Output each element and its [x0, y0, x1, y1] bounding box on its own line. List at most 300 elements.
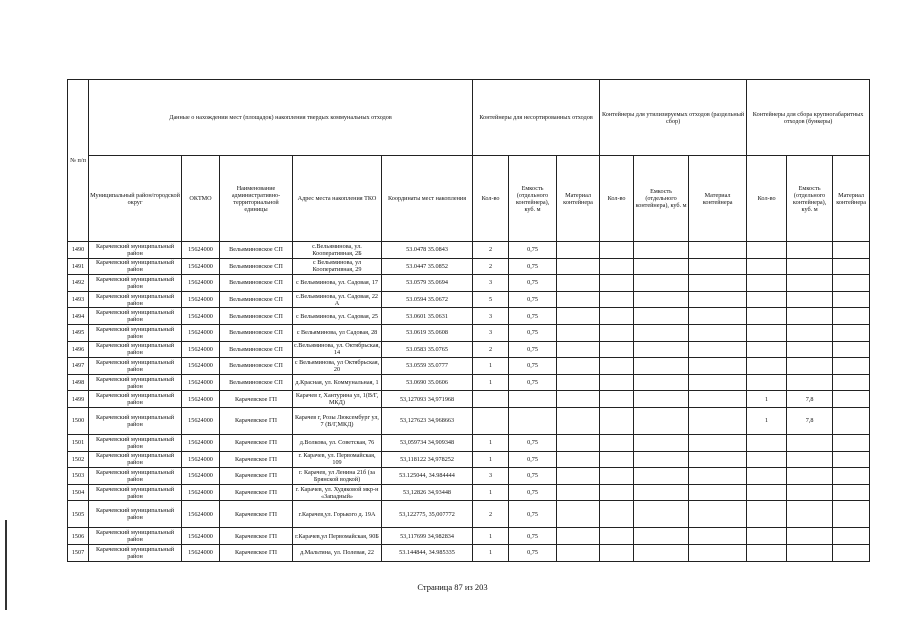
- coords-cell: 53.0594 35.0672: [382, 291, 473, 308]
- address-cell: д.Красная, ул. Коммунальная, 1: [293, 374, 382, 391]
- bulky-capacity-cell: [787, 242, 833, 259]
- table-body: [68, 242, 870, 562]
- bulky-material-cell: [833, 407, 870, 434]
- header-district: Муниципальный район/городской округ: [89, 156, 182, 242]
- settlement-cell: Вельяминовское СП: [220, 308, 293, 325]
- separate-material-cell: [689, 501, 747, 528]
- separate-capacity-cell: [634, 291, 689, 308]
- bulky-material-cell: [833, 451, 870, 468]
- header-bulky-material: Материал контейнера: [833, 156, 870, 242]
- unsorted-count-cell: 3: [473, 324, 509, 341]
- row-number-cell: 1492: [68, 275, 89, 292]
- header-address: Адрес места накопления ТКО: [293, 156, 382, 242]
- address-cell: с Вельяминова, ул. Садовая, 25: [293, 308, 382, 325]
- bulky-material-cell: [833, 391, 870, 408]
- table-row: [68, 242, 870, 259]
- oktmo-cell: 15624000: [182, 501, 220, 528]
- coords-cell: 53.0619 35.0608: [382, 324, 473, 341]
- table-row: [68, 501, 870, 528]
- bulky-capacity-cell: [787, 358, 833, 375]
- coords-cell: 53,127093 34,971968: [382, 391, 473, 408]
- unsorted-capacity-cell: [509, 407, 557, 434]
- bulky-count-cell: [747, 544, 787, 561]
- coords-cell: 53,12826 34,93448: [382, 484, 473, 501]
- header-group-unsorted: Контейнеры для несортированных отходов: [473, 80, 600, 156]
- unsorted-capacity-cell: 0,75: [509, 242, 557, 259]
- separate-capacity-cell: [634, 451, 689, 468]
- separate-count-cell: [600, 374, 634, 391]
- oktmo-cell: 15624000: [182, 275, 220, 292]
- bulky-material-cell: [833, 324, 870, 341]
- bulky-count-cell: [747, 275, 787, 292]
- separate-capacity-cell: [634, 242, 689, 259]
- row-number-cell: 1504: [68, 484, 89, 501]
- header-oktmo: ОКТМО: [182, 156, 220, 242]
- bulky-capacity-cell: [787, 324, 833, 341]
- coords-cell: 53.0601 35.0631: [382, 308, 473, 325]
- bulky-count-cell: 1: [747, 391, 787, 408]
- unsorted-material-cell: [557, 434, 600, 451]
- bulky-capacity-cell: 7,8: [787, 391, 833, 408]
- bulky-count-cell: [747, 484, 787, 501]
- row-number-cell: 1502: [68, 451, 89, 468]
- separate-material-cell: [689, 258, 747, 275]
- separate-material-cell: [689, 275, 747, 292]
- settlement-cell: Карачевское ГП: [220, 528, 293, 545]
- address-cell: с.Вельяминова, ул. Кооперативная, 2Б: [293, 242, 382, 259]
- unsorted-count-cell: 1: [473, 358, 509, 375]
- row-number-cell: 1501: [68, 434, 89, 451]
- separate-material-cell: [689, 451, 747, 468]
- coords-cell: 53.0447 35.0852: [382, 258, 473, 275]
- bulky-capacity-cell: [787, 434, 833, 451]
- unsorted-material-cell: [557, 544, 600, 561]
- separate-capacity-cell: [634, 275, 689, 292]
- address-cell: Карачев г, Хантурина ул, 1(В/Г, МКД): [293, 391, 382, 408]
- bulky-count-cell: [747, 528, 787, 545]
- oktmo-cell: 15624000: [182, 484, 220, 501]
- table-row: [68, 324, 870, 341]
- unsorted-material-cell: [557, 391, 600, 408]
- bulky-capacity-cell: [787, 258, 833, 275]
- bulky-material-cell: [833, 258, 870, 275]
- bulky-count-cell: [747, 324, 787, 341]
- bulky-capacity-cell: [787, 501, 833, 528]
- row-number-cell: 1498: [68, 374, 89, 391]
- coords-cell: 53.0583 35.0765: [382, 341, 473, 358]
- separate-count-cell: [600, 451, 634, 468]
- waste-sites-table: [67, 79, 870, 562]
- unsorted-material-cell: [557, 258, 600, 275]
- unsorted-capacity-cell: 0,75: [509, 374, 557, 391]
- district-cell: Карачевский муниципальный район: [89, 358, 182, 375]
- separate-material-cell: [689, 407, 747, 434]
- oktmo-cell: 15624000: [182, 308, 220, 325]
- oktmo-cell: 15624000: [182, 407, 220, 434]
- bulky-material-cell: [833, 528, 870, 545]
- settlement-cell: Вельяминовское СП: [220, 242, 293, 259]
- table-row: [68, 291, 870, 308]
- settlement-cell: Карачевское ГП: [220, 484, 293, 501]
- oktmo-cell: 15624000: [182, 258, 220, 275]
- unsorted-material-cell: [557, 451, 600, 468]
- district-cell: Карачевский муниципальный район: [89, 544, 182, 561]
- bulky-material-cell: [833, 501, 870, 528]
- separate-capacity-cell: [634, 391, 689, 408]
- header-group-location: Данные о нахождении мест (площадок) накопления твердых коммунальных отходов: [89, 80, 473, 156]
- settlement-cell: Вельяминовское СП: [220, 358, 293, 375]
- address-cell: с.Вельяминова, ул. Октябрьская, 14: [294, 342, 380, 357]
- header-group-bulky: Контейнеры для сбора крупногабаритных отходов (бункеры): [747, 80, 870, 156]
- bulky-capacity-cell: [787, 341, 833, 358]
- unsorted-material-cell: [557, 341, 600, 358]
- unsorted-count-cell: 2: [473, 242, 509, 259]
- coords-cell: 53,127623 34,968663: [382, 407, 473, 434]
- coords-cell: 53,122775, 35,007772: [382, 501, 473, 528]
- coords-cell: 53,117699 34,982834: [382, 528, 473, 545]
- address-cell: с Вельяминова, ул Кооперативная, 29: [293, 258, 382, 275]
- settlement-cell: Вельяминовское СП: [220, 324, 293, 341]
- table-row: [68, 468, 870, 485]
- separate-count-cell: [600, 258, 634, 275]
- unsorted-material-cell: [557, 275, 600, 292]
- separate-material-cell: [689, 291, 747, 308]
- unsorted-count-cell: 3: [473, 468, 509, 485]
- row-number-cell: 1499: [68, 391, 89, 408]
- address-cell: Карачев г, Розы Люксембург ул, 7 (В/Г,МКД): [293, 407, 382, 434]
- separate-count-cell: [600, 391, 634, 408]
- bulky-material-cell: [833, 374, 870, 391]
- bulky-count-cell: [747, 434, 787, 451]
- unsorted-material-cell: [557, 407, 600, 434]
- coords-cell: 53,118122 34,978252: [382, 451, 473, 468]
- row-number-cell: 1490: [68, 242, 89, 259]
- unsorted-material-cell: [557, 468, 600, 485]
- address-cell: с Вельяминова, ул Октябрьская, 20: [293, 358, 382, 375]
- bulky-capacity-cell: [787, 308, 833, 325]
- bulky-capacity-cell: [787, 374, 833, 391]
- separate-capacity-cell: [634, 501, 689, 528]
- separate-count-cell: [600, 484, 634, 501]
- separate-capacity-cell: [634, 434, 689, 451]
- bulky-material-cell: [833, 242, 870, 259]
- bulky-count-cell: [747, 501, 787, 528]
- district-cell: Карачевский муниципальный район: [89, 275, 182, 292]
- unsorted-count-cell: 1: [473, 374, 509, 391]
- row-number-cell: 1494: [68, 308, 89, 325]
- separate-material-cell: [689, 528, 747, 545]
- unsorted-count-cell: 2: [473, 501, 509, 528]
- separate-capacity-cell: [634, 358, 689, 375]
- separate-count-cell: [600, 468, 634, 485]
- district-cell: Карачевский муниципальный район: [89, 501, 182, 528]
- header-separate-material: Материал контейнера: [689, 156, 747, 242]
- table-row: [68, 451, 870, 468]
- header-bulky-count: Кол-во: [747, 156, 787, 242]
- unsorted-material-cell: [557, 374, 600, 391]
- unsorted-count-cell: 1: [473, 544, 509, 561]
- separate-capacity-cell: [634, 484, 689, 501]
- table-row: [68, 391, 870, 408]
- header-settlement: Наименование административно-территориальной единицы: [220, 156, 293, 242]
- bulky-count-cell: [747, 242, 787, 259]
- separate-count-cell: [600, 291, 634, 308]
- bulky-material-cell: [833, 358, 870, 375]
- coords-cell: 53,059734 34,909348: [382, 434, 473, 451]
- bulky-material-cell: [833, 291, 870, 308]
- unsorted-material-cell: [557, 528, 600, 545]
- unsorted-count-cell: 3: [473, 275, 509, 292]
- settlement-cell: Вельяминовское СП: [220, 341, 293, 358]
- separate-capacity-cell: [634, 324, 689, 341]
- separate-count-cell: [600, 242, 634, 259]
- coords-cell: 53.125044, 34.984444: [382, 468, 473, 485]
- address-cell: д.Мальтина, ул. Полевая, 22: [293, 544, 382, 561]
- table-row: [68, 275, 870, 292]
- oktmo-cell: 15624000: [182, 358, 220, 375]
- unsorted-capacity-cell: 0,75: [509, 358, 557, 375]
- district-cell: Карачевский муниципальный район: [89, 308, 182, 325]
- address-cell: г. Карачев, ул. Худяковой мкр-н «Западный»: [293, 484, 382, 501]
- separate-count-cell: [600, 407, 634, 434]
- unsorted-capacity-cell: 0,75: [509, 484, 557, 501]
- table-row: [68, 544, 870, 561]
- bulky-capacity-cell: [787, 468, 833, 485]
- unsorted-capacity-cell: 0,75: [509, 501, 557, 528]
- separate-count-cell: [600, 275, 634, 292]
- district-cell: Карачевский муниципальный район: [89, 451, 182, 468]
- bulky-capacity-cell: [787, 291, 833, 308]
- unsorted-capacity-cell: 0,75: [509, 291, 557, 308]
- district-cell: Карачевский муниципальный район: [89, 341, 182, 358]
- bulky-material-cell: [833, 544, 870, 561]
- settlement-cell: Карачевское ГП: [220, 391, 293, 408]
- oktmo-cell: 15624000: [182, 434, 220, 451]
- unsorted-capacity-cell: 0,75: [509, 258, 557, 275]
- table-row: [68, 341, 870, 358]
- unsorted-count-cell: 1: [473, 434, 509, 451]
- unsorted-count-cell: [473, 407, 509, 434]
- district-cell: Карачевский муниципальный район: [89, 374, 182, 391]
- settlement-cell: Вельяминовское СП: [220, 374, 293, 391]
- header-group-separate: Контейнеры для утилизируемых отходов (раздельный сбор): [600, 80, 747, 156]
- separate-material-cell: [689, 544, 747, 561]
- address-cell: с Вельяминова, ул Садовая, 28: [293, 324, 382, 341]
- oktmo-cell: 15624000: [182, 468, 220, 485]
- row-number-cell: 1505: [68, 501, 89, 528]
- unsorted-capacity-cell: 0,75: [509, 275, 557, 292]
- registry-sheet: [67, 79, 869, 562]
- row-number-cell: 1496: [68, 341, 89, 358]
- bulky-capacity-cell: [787, 528, 833, 545]
- unsorted-capacity-cell: 0,75: [509, 528, 557, 545]
- unsorted-count-cell: 5: [473, 291, 509, 308]
- coords-cell: 53.0478 35.0843: [382, 242, 473, 259]
- address-cell: г.Карачев,ул. Горького д. 19А: [293, 501, 382, 528]
- district-cell: Карачевский муниципальный район: [89, 407, 182, 434]
- district-cell: Карачевский муниципальный район: [89, 242, 182, 259]
- unsorted-capacity-cell: 0,75: [509, 468, 557, 485]
- separate-material-cell: [689, 484, 747, 501]
- settlement-cell: Вельяминовское СП: [220, 291, 293, 308]
- separate-material-cell: [689, 391, 747, 408]
- separate-material-cell: [689, 358, 747, 375]
- oktmo-cell: 15624000: [182, 374, 220, 391]
- district-cell: Карачевский муниципальный район: [89, 324, 182, 341]
- bulky-count-cell: [747, 341, 787, 358]
- unsorted-count-cell: 3: [473, 308, 509, 325]
- row-number-cell: 1493: [68, 291, 89, 308]
- unsorted-count-cell: 1: [473, 484, 509, 501]
- table-row: [68, 308, 870, 325]
- settlement-cell: Карачевское ГП: [220, 468, 293, 485]
- table-row: [68, 407, 870, 434]
- coords-cell: 53.0559 35.0777: [382, 358, 473, 375]
- unsorted-material-cell: [557, 501, 600, 528]
- separate-material-cell: [689, 308, 747, 325]
- row-number-cell: 1497: [68, 358, 89, 375]
- separate-count-cell: [600, 358, 634, 375]
- unsorted-count-cell: [473, 391, 509, 408]
- oktmo-cell: 15624000: [182, 291, 220, 308]
- row-number-cell: 1503: [68, 468, 89, 485]
- unsorted-material-cell: [557, 242, 600, 259]
- oktmo-cell: 15624000: [182, 341, 220, 358]
- bulky-material-cell: [833, 308, 870, 325]
- separate-capacity-cell: [634, 308, 689, 325]
- unsorted-count-cell: 1: [473, 451, 509, 468]
- header-separate-count: Кол-во: [600, 156, 634, 242]
- oktmo-cell: 15624000: [182, 391, 220, 408]
- bulky-count-cell: [747, 308, 787, 325]
- district-cell: Карачевский муниципальный район: [89, 291, 182, 308]
- separate-capacity-cell: [634, 407, 689, 434]
- unsorted-capacity-cell: 0,75: [509, 544, 557, 561]
- unsorted-capacity-cell: 0,75: [509, 308, 557, 325]
- unsorted-count-cell: 2: [473, 258, 509, 275]
- row-number-cell: 1507: [68, 544, 89, 561]
- bulky-count-cell: [747, 374, 787, 391]
- unsorted-capacity-cell: 0,75: [509, 324, 557, 341]
- oktmo-cell: 15624000: [182, 528, 220, 545]
- unsorted-material-cell: [557, 291, 600, 308]
- separate-material-cell: [689, 324, 747, 341]
- coords-cell: 53.0579 35.0694: [382, 275, 473, 292]
- district-cell: Карачевский муниципальный район: [89, 258, 182, 275]
- separate-count-cell: [600, 544, 634, 561]
- address-cell: г. Карачев, ул. Первомайская, 109: [293, 451, 382, 468]
- bulky-material-cell: [833, 341, 870, 358]
- table-row: [68, 434, 870, 451]
- bulky-count-cell: [747, 258, 787, 275]
- table-row: [68, 258, 870, 275]
- separate-capacity-cell: [634, 341, 689, 358]
- separate-capacity-cell: [634, 528, 689, 545]
- settlement-cell: Вельяминовское СП: [220, 275, 293, 292]
- separate-capacity-cell: [634, 374, 689, 391]
- settlement-cell: Карачевское ГП: [220, 544, 293, 561]
- address-cell: г.Карачев,ул Первомайская, 90Б: [293, 528, 382, 545]
- header-separate-capacity: Емкость (отдельного контейнера), куб. м: [634, 156, 689, 242]
- district-cell: Карачевский муниципальный район: [89, 434, 182, 451]
- separate-count-cell: [600, 324, 634, 341]
- unsorted-material-cell: [557, 358, 600, 375]
- separate-count-cell: [600, 341, 634, 358]
- unsorted-capacity-cell: 0,75: [509, 341, 557, 358]
- bulky-count-cell: [747, 451, 787, 468]
- header-unsorted-material: Материал контейнера: [557, 156, 600, 242]
- header-unsorted-count: Кол-во: [473, 156, 509, 242]
- unsorted-capacity-cell: 0,75: [509, 451, 557, 468]
- row-number-cell: 1491: [68, 258, 89, 275]
- settlement-cell: Карачевское ГП: [220, 434, 293, 451]
- header-row-number: № п/п: [68, 80, 89, 242]
- oktmo-cell: 15624000: [182, 451, 220, 468]
- header-coords: Координаты мест накопления: [382, 156, 473, 242]
- oktmo-cell: 15624000: [182, 544, 220, 561]
- separate-count-cell: [600, 308, 634, 325]
- bulky-capacity-cell: [787, 275, 833, 292]
- unsorted-capacity-cell: 0,75: [509, 434, 557, 451]
- unsorted-capacity-cell: [509, 391, 557, 408]
- oktmo-cell: 15624000: [182, 242, 220, 259]
- settlement-cell: Карачевское ГП: [220, 501, 293, 528]
- district-cell: Карачевский муниципальный район: [89, 484, 182, 501]
- address-cell: с.Вельяминова, ул. Садовая, 22 А: [293, 291, 382, 308]
- separate-capacity-cell: [634, 468, 689, 485]
- unsorted-material-cell: [557, 484, 600, 501]
- district-cell: Карачевский муниципальный район: [89, 468, 182, 485]
- district-cell: Карачевский муниципальный район: [89, 391, 182, 408]
- separate-count-cell: [600, 434, 634, 451]
- unsorted-material-cell: [557, 324, 600, 341]
- address-cell: с Вельяминова, ул. Садовая, 17: [293, 275, 382, 292]
- separate-material-cell: [689, 468, 747, 485]
- bulky-material-cell: [833, 484, 870, 501]
- coords-cell: 53.0690 35.0606: [382, 374, 473, 391]
- bulky-capacity-cell: [787, 484, 833, 501]
- scan-edge-mark: [5, 520, 7, 610]
- address-cell: г. Карачев, ул Ленина 21б (за Брянской водкой): [293, 468, 382, 485]
- bulky-count-cell: 1: [747, 407, 787, 434]
- settlement-cell: Вельяминовское СП: [220, 258, 293, 275]
- bulky-material-cell: [833, 468, 870, 485]
- separate-material-cell: [689, 434, 747, 451]
- separate-capacity-cell: [634, 544, 689, 561]
- table-row: [68, 374, 870, 391]
- row-number-cell: 1495: [68, 324, 89, 341]
- bulky-capacity-cell: [787, 544, 833, 561]
- coords-cell: 53.144844, 34.985335: [382, 544, 473, 561]
- unsorted-count-cell: 1: [473, 528, 509, 545]
- separate-material-cell: [689, 341, 747, 358]
- separate-material-cell: [689, 374, 747, 391]
- bulky-material-cell: [833, 434, 870, 451]
- table-row: [68, 358, 870, 375]
- unsorted-material-cell: [557, 308, 600, 325]
- bulky-count-cell: [747, 291, 787, 308]
- oktmo-cell: 15624000: [182, 324, 220, 341]
- bulky-capacity-cell: [787, 451, 833, 468]
- header-unsorted-capacity: Емкость (отдельного контейнера), куб. м: [509, 156, 557, 242]
- page-counter: Страница 87 из 203: [417, 582, 488, 592]
- row-number-cell: 1506: [68, 528, 89, 545]
- row-number-cell: 1500: [68, 407, 89, 434]
- address-cell: д.Волкова, ул. Советская, 76: [293, 434, 382, 451]
- separate-capacity-cell: [634, 258, 689, 275]
- bulky-capacity-cell: 7,8: [787, 407, 833, 434]
- separate-count-cell: [600, 501, 634, 528]
